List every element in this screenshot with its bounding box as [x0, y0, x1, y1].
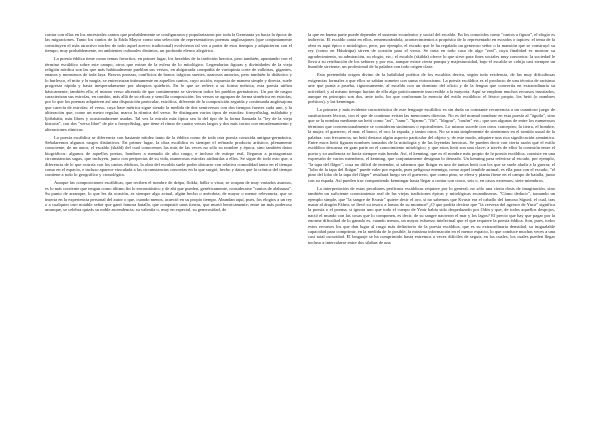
right-paragraph-3: La primera y más evidente característica de este lenguaje escáldico es sin duda su constante recurrencia a un cuantioso juego de sustituciones léxicas, con el que de continuo evitan las menciones directas. No es del normal nombrar en esta poesía al "águila", sino que se la nombra mediante un heiti como "ari", "tamr", "hjarmr", "fló", "hlrgrar", "raufnr" etc.; que son algunas de entre los numerosos términos que convencionalmente se consideran sinónimos o equivalentes. Lo mismo sucede con otros conceptos: la tierra, el hombre, la mujer, el guerrero, el mar, el barco, el oro, la espada, y tantos otros. No se trata simplemente de sinónimos en el sentido usual de la palabra: con frecuencia, un heiti destaca algún aspecto particular del objeto y, de este modo, adquiere una rica significación semántica. Entre estos heiti figuran nombres tomados de la mitología y de las leyendas heroicas. Se pueden decir con cierta razón que el estilo escáldico descansa en gran parte en el conocimiento mitológico, y que estos heiti son una clave; a través de ellos la conexión entre el poeta y su audiencia se hacía siempre más honda. Así, el kenning, que es el nombre más propio de la poesía escáldica, consiste en una expresión de varios miembros, el kenning, que conjuntamente designan lo deseado. Un kenning para referirse al escudo, por ejemplo, "la tapa del fláger", cosa no difícil de entender, si sabemos que flrágar es uno de tantos heiti con los que se suele aludir a la guerra; el "lobo de la tapa del flrágar" puede valer por espada, pues peligrosa enemiga, como aquel temible animal, es ella para con el escudo; "el pino del lobo de la tapa del fláger" resultará luego ser el guerrero, que como pino, se eleva y planta firme en el campo de batalla, junto con su espada. Así pueden irse componiendo kenningar hasta llegar a contar con cinco, seis o, en casos extremos, siete miembros. — [308, 107, 555, 183]
left-page — [45, 32, 292, 392]
left-paragraph-2: La poesía éddica tiene como temas favoritos, en primer lugar, los heraldos de la tradición heroica, pero también, apuntando con el término escáldico sobre este campo, otros que extrae de la esfera de lo mitológico. Legendarias figuras y divinidades de la vieja religión nórdica son las que más habitualmente pueblan sus versos, en abigarrada compañía de variopinta corte de valkirias, gigantes, enanos y monstruos de toda laya. Bravos proezas, conflictos de honor, trágicas suertes, azarosos amoríos, pero también lo didáctico y lo burlesco, el mito y la magia, se entrecruzan íntimamente en aquellos cantos, cuyo acción, expuesta de manera simple y directa, suele progresar rápida y hasta inesperadamente por abruptos quiebros. En lo que se refiere a su forma métrica, esta poesía utiliza básicamente, también ella, el mismo verso aliterado de que comúnmente se sirvieron todos los pueblos germánicos. Un par de rasgos caracterizan sus estrofas, en cambio, más allá de su eficaz y sencilla composición: los versos se agrupan de forma simétrica en estrofas, por lo que los poemas adquieren así una disposición particular, estrófica, diferente de la composición seguida y continuada anglosajona que carecía de estrofas; el verso, cuya base métrica sigue siendo la medida de dos semiversos con dos tiempos fuertes cada uno, y la aliteración que, como un metro regular, marca la rítmica del verso. Se distinguen varios tipos de estrofas: fornyrðislag, málaháttr y ljóðaháttr, más libres y ocasionalmente usadas. Tal vez la estrofa más típica sea la del tipo de la forma llamada la "ley de la vieja historia", con dos "verso libre" de pie o fornyrðislag, que tiene el ritmo de cuatro versos largos y dos más cortos con encadenamiento y alteraciones rítmicas. — [45, 56, 292, 132]
left-paragraph-1: contar con ellas en los ancestrales cantos que probablemente se configuraron y popularizaron por toda la Germania ya hacia la época de las migraciones. Tanto los cantos de la Edda Mayor como una selección de representativos poemas anglosajones (que conjuntamente constituyen el más atractivo núcleo de todo aquel acervo tradicional) evolvieron tal vez a partir de esos tiempos y adquirieron con el tiempo, muy probablemente, en ambientes culturales distintos, un profundo elenco alegórico. — [45, 32, 292, 54]
right-paragraph-1: la que en buena parte puede depender el sustento económico y social del escaldo. En los conocidos como "cantos a figura", el elogio es indirecto. El escaldo canta en ellos, rememorándola, acontecimientos a propósito de lo representado en escudos o tapices: el tema de la obra es aquí épico o mitológico, pero, por ejemplo, el escudo que le ha regalado un generoso señor o la mansión que se construyó su rey (como en Húsdrápa) sirven de ocasión para el verso. Se trata en todo caso de algo "real", cuya finalidad es mostrar su agradecimiento, su admiración, su elogio, etc.; el escaldo (skálda) ofrece lo que sirve para fines sociales muy concretos: la sociedad le lleva a su retribución de los señores y por eso, aunque existe cierta pompa y majestuosidad, bajo el escaldo se cobija casi siempre un humilde sirviente, un profesional de la palabra con todo origen clase. — [308, 32, 555, 70]
page-gutter — [299, 30, 300, 394]
left-paragraph-4: Aunque las composiciones escáldicas, que reciben el nombre de drápa, flokkr, bálkr o vísur, se ocupan de muy variados asuntos, es lo más corriente que tengan como último fin lo encomiástico y de ahí que pueden, genéricamente, considerarse "cantos de alabanza". Su punto de arranque, lo que les da ocasión, es siempre algo actual, algún hecho o anécdota, de mayor o menor relevancia, que se inserta en la experiencia personal del autor o que, cuando menos, acaeció en su propio tiempo. Abundan aquí, pues, los elogios a un rey o a cualquier otro notable señor que ganó famosa batalla, que conquistó unas tierras, que murió heroicamente; entre un más poderoso arranque, se celebra quizás su noble ascendencia, su valentía o, muy en especial, su generosidad, de — [45, 180, 292, 213]
right-page — [308, 32, 555, 392]
right-paragraph-4: La interpretación de estas peculiares perífrasis escáldicas requiere por lo general, no sólo una cierta dosis de imaginación, sino también un suficiente conocimiento real de las viejas tradiciones épicas y mitológicas escandinavas. "Cómo deducir", tomando un ejemplo simple, que "la sangre de Kvasir" quiere decir el oro, si no sabemos que Kvasir era el caballo del famoso Sigurd, el cual, tras matar al dragón Fáfnir, se llevó su tesoro a lomos de su montura? ¿O que podría decirse que "la cerveza del agresor de Ymir" significa la poesía o el poema, si ignora uno que todo el cuerpo de Ymir había sido despedazado por Odín y que, de todos aquellos despojos, nació el mundo con las cosas que lo componen, es decir, de su sangre nacieron el mar y los lagos? El precio que hay que pagar por la enorme dificultad de lo ganado es, cuando menos, un mayor esfuerzo intelectual que el que requiere la poesía éddica. Son, pues, todos estos recursos los que dan lugar al rasgo más definitorio de la poesía escáldica, que es su extraordinaria densidad, su inigualable capacidad para comprimir, en la medida de lo posible, la máxima información en el menor espacio, lo que conduce muchas veces a una casi total oscuridad. El lenguaje se ha comprimido hasta extremos a veces difíciles de seguir, en los cuales, los cuales pueden llegar incluso a intercalarse entre dos sílabas de una — [308, 185, 555, 245]
left-paragraph-3: La poesía escáldica se diferencia con bastante nitidez tanto de la éddica como de toda otra poesía conocida antigua-germánica. Señalaremos algunos rasgos distintivos. En primer lugar, la obra escáldica es siempre el refinado producto artístico, plenamente consciente, de un autor, el escaldo (skáld) del cual conocemos las más de las veces no sólo su nombre y época, sino también datos biográficos: algunos de aquellos poetas, hombres a menudo de alto rango, e incluso de estirpe real, llegaron a protagonizar circunstancias sagas, que incluyen, junto con peripecias de su vida, numerosas estrofas atribuidas a ellos. Se sigue de todo esto que, a diferencia de lo que ocurría con los cantos éddicos, la obra del escaldo suele poder ubicarse con relativa comodidad tanto en el tiempo como en el espacio, e incluso aparece vinculada a las circunstancias concretas en la que surgió, hecho y datos que la crónica del tiempo contiene a todo lo geográfico y cronológico. — [45, 134, 292, 178]
right-paragraph-2: Esta pretendida origen divino de la habilidad poética de los escaldos deriva, según toda evidencia, de las muy dificultosas exigencias formales a que ellos se sabían someter con suma virtuosismo. La poesía escáldica es el producto de una técnica de rarísimo arte que ponía a prueba, rigurosamente, al escaldo con un dominio del oficio y de la lengua que convertía en extraordinaria su actividad, y al mismo tiempo hacían de ella algo prácticamente inaccesible a la mayoría. Aquí se emplean muchos recursos inusitados, aunque en principio son dos, ante todo, los que conforman la esencia del estilo escáldico: el léxico propio, los heiti (o nombres poéticos), y las kenningar. — [308, 72, 555, 105]
